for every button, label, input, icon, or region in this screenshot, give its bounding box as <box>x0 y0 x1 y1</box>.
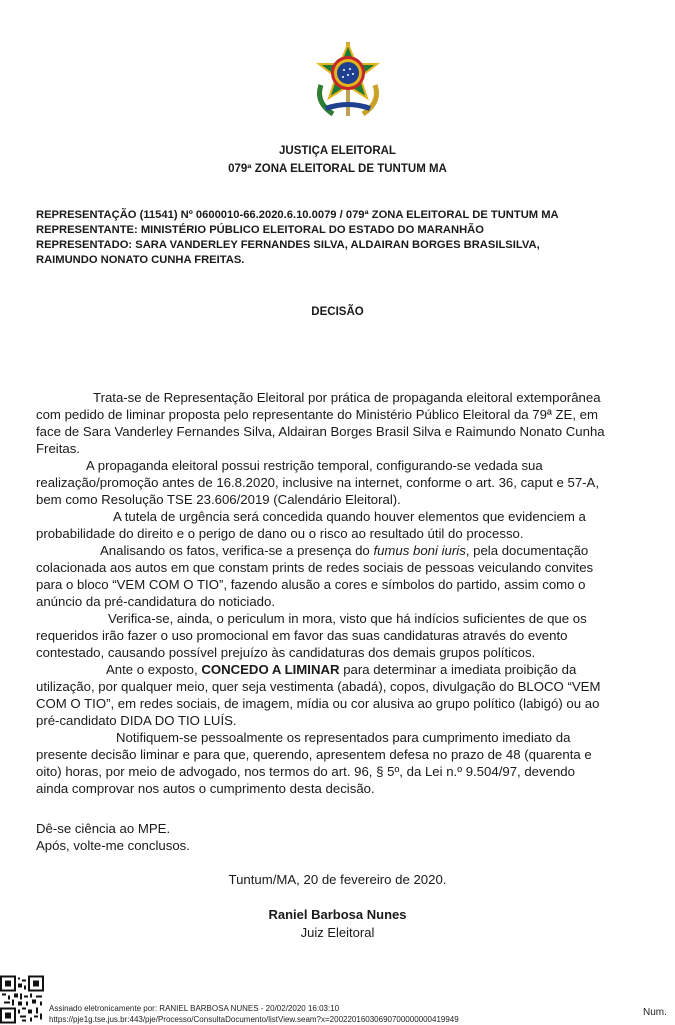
paragraph-line: A propaganda eleitoral possui restrição temporal, configurando-se vedada sua <box>86 458 543 473</box>
signer-name: Raniel Barbosa Nunes <box>268 907 407 922</box>
paragraph-line: Freitas. <box>36 441 80 456</box>
place-date: Tuntum/MA, 20 de fevereiro de 2020. <box>228 872 447 887</box>
paragraph-line: anúncio da pré-candidatura do noticiado. <box>36 594 276 609</box>
paragraph-line <box>36 661 651 678</box>
signature-footer <box>49 1003 459 1025</box>
document-number-label: Num. <box>643 1007 667 1018</box>
paragraph-line: com pedido de liminar proposta pelo representante do Ministério Público Eleitoral da 79ª ZE, em <box>36 407 598 422</box>
paragraph-line: bem como Resolução TSE 23.606/2019 (Calendário Eleitoral). <box>36 492 401 507</box>
case-represented-continued: RAIMUNDO NONATO CUNHA FREITAS. <box>36 254 245 266</box>
text-run: para determinar a imediata proibição da <box>339 662 577 677</box>
paragraph-line: Trata-se de Representação Eleitoral por prática de propaganda eleitoral extemporânea <box>93 390 601 405</box>
court-name: JUSTIÇA ELEITORAL <box>279 145 396 157</box>
paragraph-line: probabilidade do direito e o perigo de dano ou o risco ao resultado útil do processo. <box>36 526 524 541</box>
electronic-signature-info: Assinado eletronicamente por: RANIEL BARBOSA NUNES - 20/02/2020 16:03:10 <box>49 1004 340 1013</box>
paragraph-line: realização/promoção antes de 16.8.2020, inclusive na internet, conforme o art. 36, caput e 57-A, <box>36 475 600 490</box>
paragraph-line: ainda comprovar nos autos o cumprimento desta decisão. <box>36 781 375 796</box>
paragraph-line: colacionada aos autos em que constam prints de redes sociais de pessoas veiculando convites <box>36 560 594 575</box>
brazil-coat-of-arms-icon <box>313 40 383 120</box>
paragraph-line: COM O TIO”, em redes sociais, de imagem, mídia ou cor alusiva ao grupo político (labigó) ou ao <box>36 696 600 711</box>
case-representative: REPRESENTANTE: MINISTÉRIO PÚBLICO ELEITORAL DO ESTADO DO MARANHÃO <box>36 224 484 236</box>
paragraph-line: requeridos irão fazer o uso promocional em favor das suas candidaturas através do evento <box>36 628 568 643</box>
decision-body <box>36 389 651 797</box>
paragraph-line: contestado, causando possível prejuízo às candidaturas dos demais grupos políticos. <box>36 645 536 660</box>
signer-role: Juiz Eleitoral <box>300 925 375 940</box>
paragraph-line: utilização, por qualquer meio, quer seja vestimenta (abadá), copos, divulgação do BLOCO “VEM <box>36 679 601 694</box>
document-url-link[interactable]: https://pje1g.tse.jus.br:443/pje/Processo/ConsultaDocumento/listView.seam?x=20022016030690700000000419949 <box>49 1015 459 1024</box>
case-number: REPRESENTAÇÃO (11541) Nº 0600010-66.2020.6.10.0079 / 079ª ZONA ELEITORAL DE TUNTUM MA <box>36 209 559 221</box>
case-represented: REPRESENTADO: SARA VANDERLEY FERNANDES SILVA, ALDAIRAN BORGES BRASILSILVA, <box>36 239 540 251</box>
paragraph-line <box>36 542 651 559</box>
document-title: DECISÃO <box>311 306 364 318</box>
text-run: Ante o exposto, <box>106 662 202 677</box>
electoral-zone: 079ª ZONA ELEITORAL DE TUNTUM MA <box>228 163 447 175</box>
closing-orders <box>36 820 190 854</box>
paragraph-line: Notifiquem-se pessoalmente os representados para cumprimento imediato da <box>116 730 571 745</box>
text-run: , pela documentação <box>465 543 589 558</box>
closing-line: Dê-se ciência ao MPE. <box>36 821 171 836</box>
qr-code-icon[interactable] <box>0 975 44 1024</box>
paragraph-line: para o bloco “VEM COM O TIO”, fazendo alusão a cores e símbolos do partido, assim como o <box>36 577 586 592</box>
case-caption <box>36 208 646 268</box>
paragraph-line: oito) horas, por meio de advogado, nos termos do art. 96, § 5º, da Lei n.º 9.504/97, devendo <box>36 764 575 779</box>
latin-term: fumus boni iuris <box>373 543 466 558</box>
text-run: Analisando os fatos, verifica-se a presença do <box>100 543 374 558</box>
paragraph-line: pré-candidato DIDA DO TIO LUÍS. <box>36 713 237 728</box>
ruling-emphasis: CONCEDO A LIMINAR <box>201 662 340 677</box>
paragraph-line: presente decisão liminar e para que, querendo, apresentem defesa no prazo de 48 (quarenta e <box>36 747 592 762</box>
paragraph-line: A tutela de urgência será concedida quando houver elementos que evidenciem a <box>113 509 586 524</box>
paragraph-line: Verifica-se, ainda, o periculum in mora, visto que há indícios suficientes de que os <box>108 611 587 626</box>
paragraph-line: face de Sara Vanderley Fernandes Silva, Aldairan Borges Brasil Silva e Raimundo Nonato Cunha <box>36 424 605 439</box>
closing-line: Após, volte-me conclusos. <box>36 838 190 853</box>
